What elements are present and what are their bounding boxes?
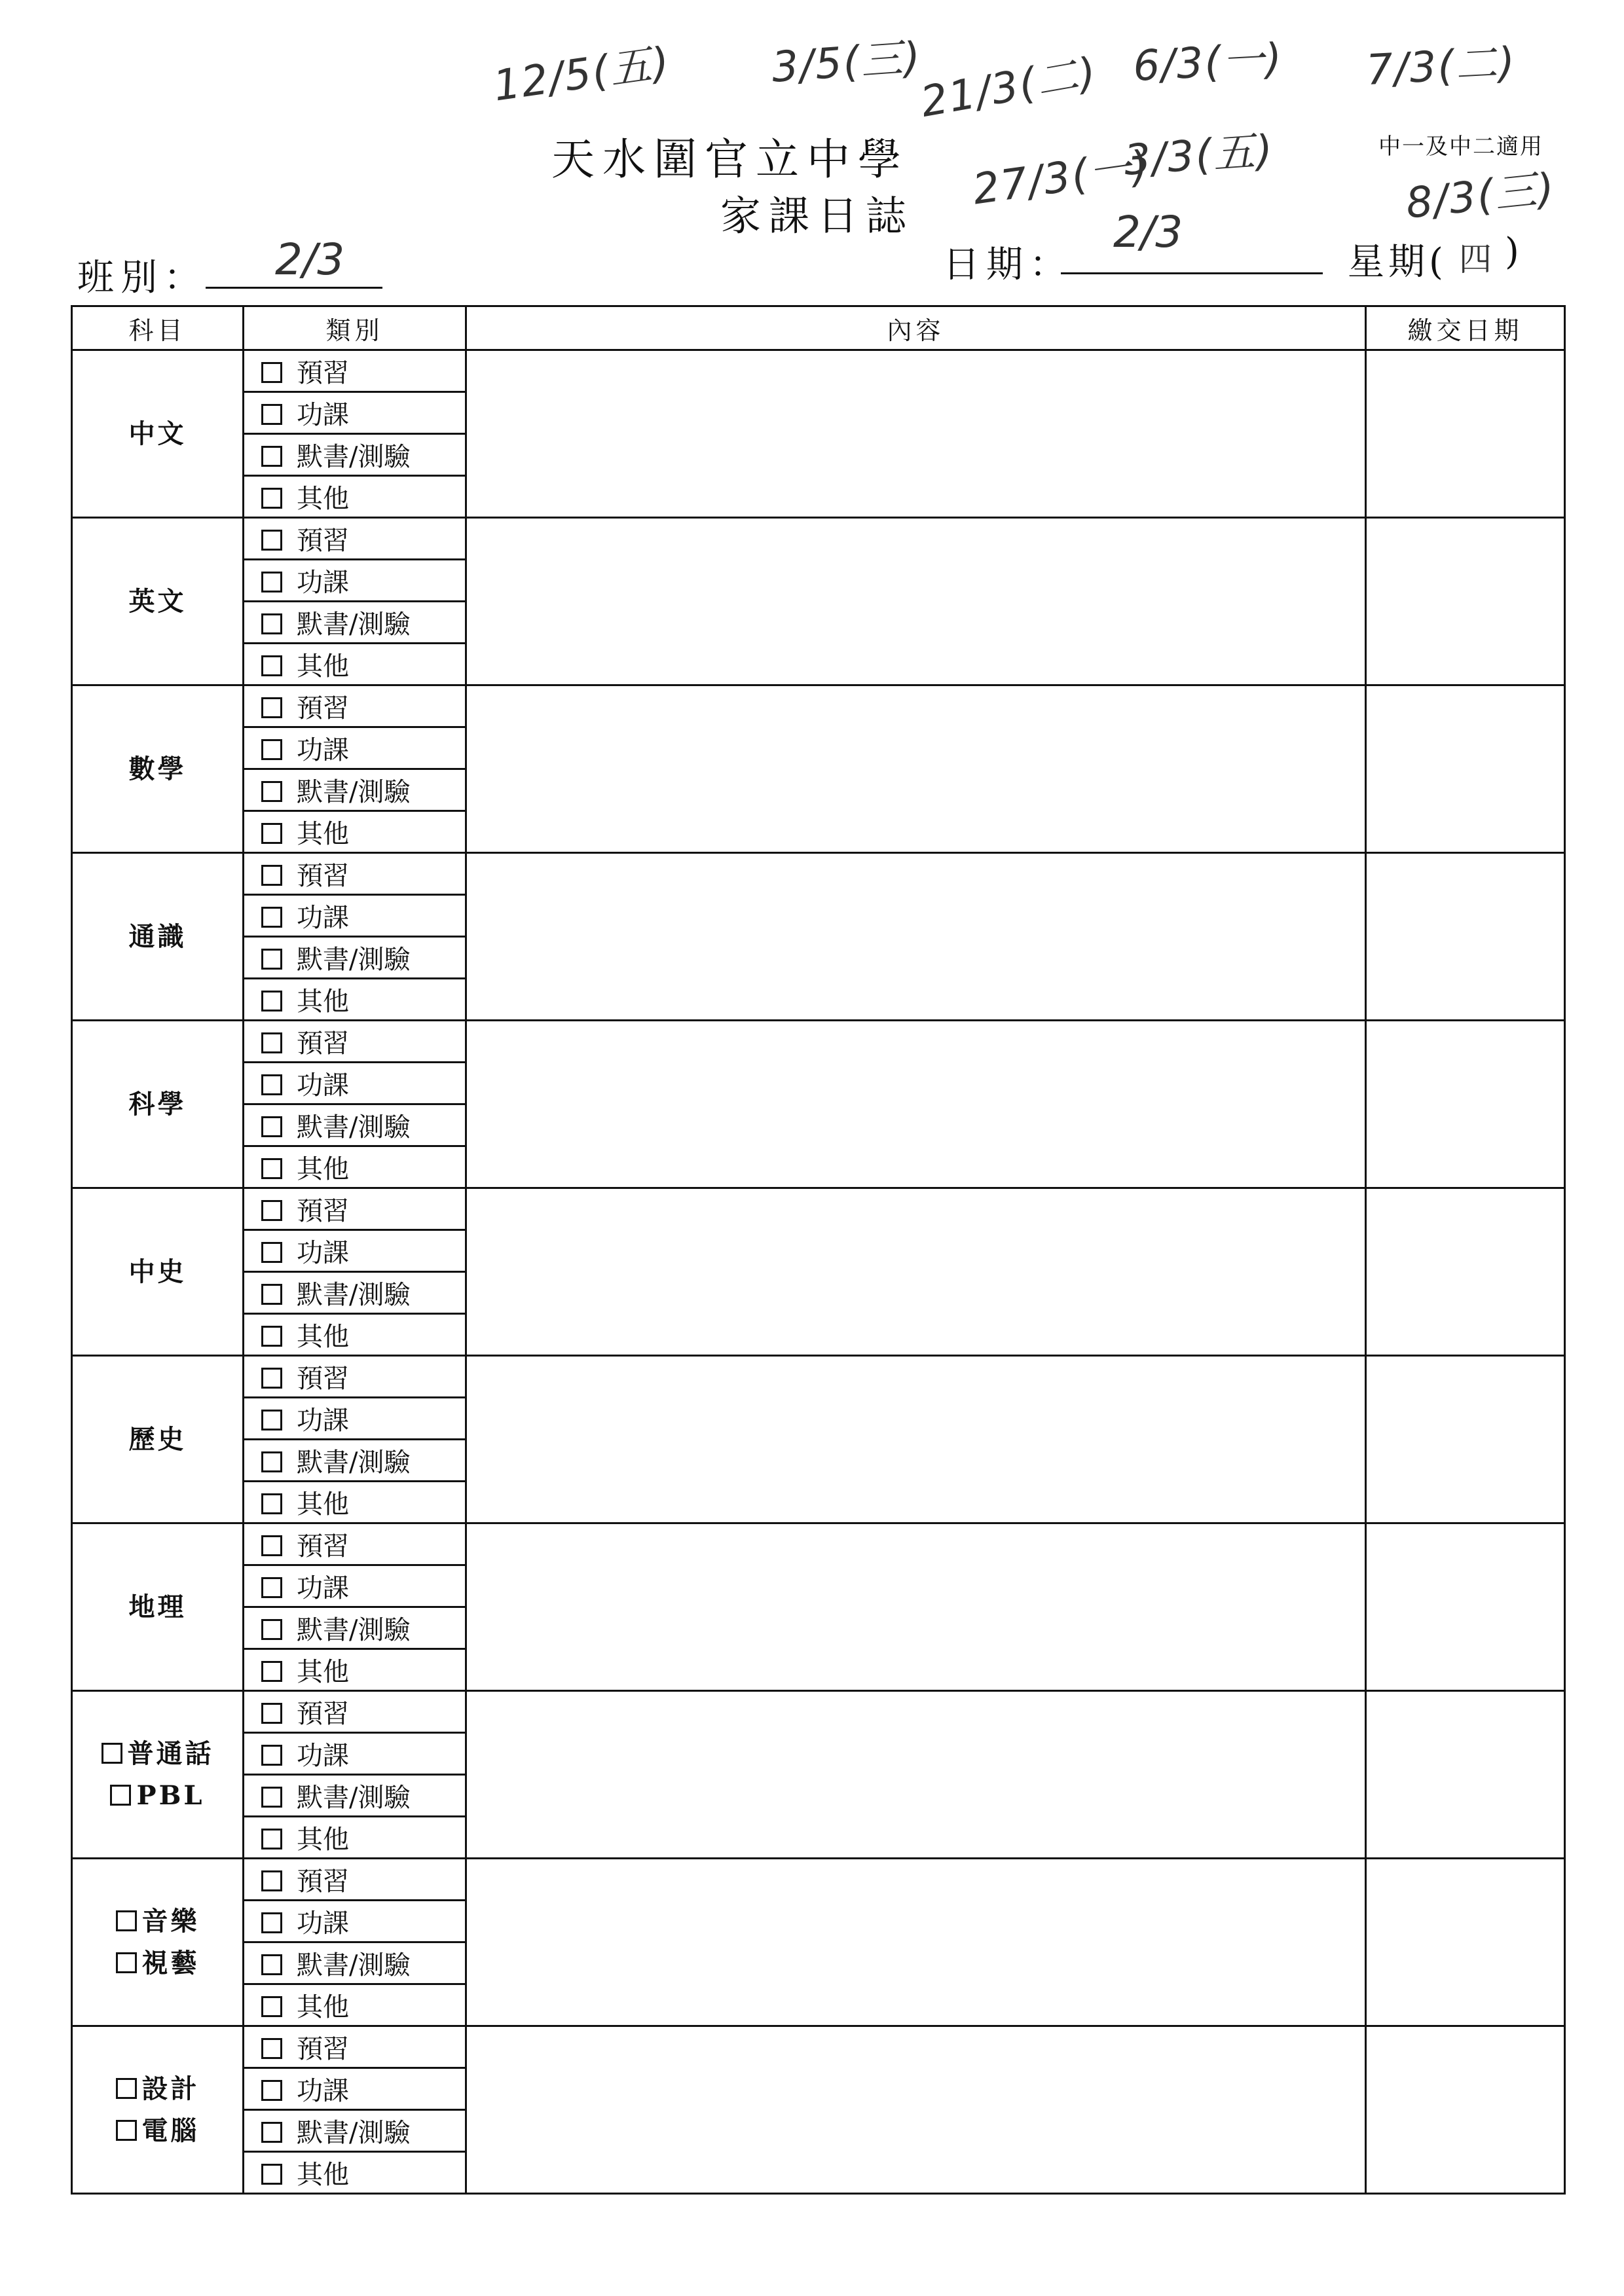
subject-name: 英文 [128,585,187,617]
content-cell[interactable] [466,1859,1366,2026]
category-cell [244,1565,466,1607]
subject-line [73,1775,242,1817]
subject-cell [72,1356,244,1523]
subject-line [73,1901,242,1942]
category-checkbox[interactable] [261,1326,282,1347]
category-checkbox[interactable] [261,823,282,844]
col-header-due-date: 繳交日期 [1366,306,1565,350]
category-label: 默書/測驗 [297,777,411,807]
category-label: 其他 [297,1489,349,1520]
category-label: 默書/測驗 [297,1112,411,1142]
category-checkbox[interactable] [261,907,282,928]
weekday-value[interactable]: 四 [1459,240,1492,278]
category-cell [244,769,466,811]
category-cell [244,1607,466,1649]
weekday-close: ) [1505,230,1526,273]
due-date-cell[interactable] [1366,2026,1565,2194]
due-date-cell[interactable] [1366,1021,1565,1188]
category-label: 默書/測驗 [297,610,411,640]
category-cell [244,895,466,937]
category-checkbox[interactable] [261,530,282,551]
category-label: 功課 [297,400,349,430]
category-label: 預習 [297,693,349,723]
category-checkbox[interactable] [261,2080,282,2101]
category-cell [244,2110,466,2152]
category-cell [244,350,466,392]
content-cell[interactable] [466,1021,1366,1188]
content-cell[interactable] [466,853,1366,1021]
category-checkbox[interactable] [261,1661,282,1682]
subject-name: 歷史 [128,1423,187,1455]
subject-line [73,1251,242,1293]
handwritten-date: 21/3(二) [917,48,1101,127]
category-cell [244,1984,466,2026]
col-header-category: 類別 [244,306,466,350]
category-cell [244,1272,466,1314]
subject-line [73,413,242,455]
category-cell [244,560,466,602]
subject-cell [72,1691,244,1859]
homework-table [71,305,1566,2195]
category-label: 默書/測驗 [297,2118,411,2148]
content-cell[interactable] [466,518,1366,685]
content-cell[interactable] [466,685,1366,853]
category-label: 默書/測驗 [297,1783,411,1813]
category-checkbox[interactable] [261,1451,282,1472]
table-row [72,1691,1565,1733]
category-checkbox[interactable] [261,865,282,886]
category-checkbox[interactable] [261,404,282,425]
category-checkbox[interactable] [261,1996,282,2017]
subject-cell [72,350,244,518]
category-checkbox[interactable] [261,781,282,802]
handwritten-date: 8/3(三) [1403,164,1558,228]
subject-cell [72,1859,244,2026]
category-label: 默書/測驗 [297,1950,411,1980]
subject-name: 數學 [128,753,187,784]
category-checkbox[interactable] [261,1242,282,1263]
table-row [72,685,1565,727]
category-checkbox[interactable] [261,1284,282,1305]
due-date-cell[interactable] [1366,685,1565,853]
category-cell [244,1356,466,1398]
category-label: 預習 [297,2034,349,2064]
category-checkbox[interactable] [261,1116,282,1137]
category-label: 其他 [297,1154,349,1184]
category-checkbox[interactable] [261,1619,282,1640]
category-label: 其他 [297,1825,349,1855]
category-cell [244,1398,466,1440]
category-label: 預習 [297,1867,349,1897]
category-label: 其他 [297,819,349,849]
category-cell [244,434,466,476]
subject-name: 科學 [128,1088,187,1120]
category-cell [244,1775,466,1817]
category-cell [244,2152,466,2194]
subject-cell [72,2026,244,2194]
school-name: 天水圍官立中學 [551,134,909,185]
category-cell [244,2068,466,2110]
category-checkbox[interactable] [261,2164,282,2185]
table-row [72,518,1565,560]
due-date-cell[interactable] [1366,1356,1565,1523]
category-checkbox[interactable] [261,1787,282,1808]
category-cell [244,1104,466,1146]
subject-cell [72,518,244,685]
category-label: 其他 [297,651,349,682]
table-row [72,350,1565,392]
class-underline [206,287,382,289]
category-checkbox[interactable] [261,1368,282,1389]
category-checkbox[interactable] [261,991,282,1011]
category-checkbox[interactable] [261,1577,282,1598]
category-label: 預習 [297,1364,349,1394]
subject-cell [72,685,244,853]
subject-checkbox[interactable] [110,1785,131,1806]
subject-checkbox[interactable] [116,2120,137,2141]
table-row [72,1859,1565,1901]
category-cell [244,979,466,1021]
subject-line [73,2068,242,2110]
subject-line [73,916,242,958]
category-checkbox[interactable] [261,1493,282,1514]
category-checkbox[interactable] [261,949,282,970]
handwritten-date: 27/3(一) [970,141,1153,215]
category-label: 其他 [297,484,349,514]
category-cell [244,1063,466,1104]
subject-name: 音樂 [141,1905,200,1937]
category-label: 功課 [297,1741,349,1771]
table-row [72,1356,1565,1398]
category-cell [244,1440,466,1482]
table-row [72,1188,1565,1230]
category-label: 功課 [297,1908,349,1939]
subject-cell [72,1188,244,1356]
category-cell [244,811,466,853]
category-checkbox[interactable] [261,1912,282,1933]
handwritten-date: 12/5(五) [490,38,674,111]
category-label: 預習 [297,1699,349,1729]
category-label: 默書/測驗 [297,442,411,472]
due-date-cell[interactable] [1366,1859,1565,2026]
category-checkbox[interactable] [261,488,282,509]
category-checkbox[interactable] [261,1745,282,1766]
category-cell [244,476,466,518]
category-cell [244,1942,466,1984]
category-cell [244,518,466,560]
category-cell [244,1146,466,1188]
category-label: 功課 [297,903,349,933]
category-cell [244,1523,466,1565]
category-label: 功課 [297,568,349,598]
content-cell[interactable] [466,350,1366,518]
subject-name: 電腦 [141,2115,200,2146]
category-checkbox[interactable] [261,613,282,634]
applicable-note: 中一及中二適用 [1378,134,1543,160]
date-value[interactable]: 2/3 [1113,207,1183,257]
due-date-cell[interactable] [1366,518,1565,685]
subject-line [73,1733,242,1775]
category-label: 功課 [297,1573,349,1603]
due-date-cell[interactable] [1366,350,1565,518]
category-cell [244,1901,466,1942]
due-date-cell[interactable] [1366,1188,1565,1356]
subject-line [73,1084,242,1125]
category-cell [244,937,466,979]
col-header-subject: 科目 [72,306,244,350]
due-date-cell[interactable] [1366,1523,1565,1691]
category-checkbox[interactable] [261,1410,282,1430]
category-cell [244,1649,466,1691]
category-checkbox[interactable] [261,1703,282,1724]
category-label: 預習 [297,1531,349,1561]
category-checkbox[interactable] [261,1074,282,1095]
subject-line [73,748,242,790]
handwritten-date: 6/3(一) [1132,35,1285,91]
table-body [72,350,1565,2194]
subject-line [73,581,242,623]
category-cell [244,1188,466,1230]
subject-line [73,1586,242,1628]
subject-checkbox[interactable] [116,1952,137,1973]
subject-name: 視藝 [141,1947,200,1978]
subject-line [73,2110,242,2152]
subject-name: 普通話 [127,1738,214,1769]
category-checkbox[interactable] [261,572,282,592]
handwritten-date: 3/5(三) [770,33,923,92]
category-checkbox[interactable] [261,1158,282,1179]
category-cell [244,644,466,685]
content-cell[interactable] [466,1523,1366,1691]
category-cell [244,1817,466,1859]
weekday-label: 星期( [1348,241,1447,283]
category-cell [244,727,466,769]
category-cell [244,1859,466,1901]
category-cell [244,685,466,727]
category-cell [244,392,466,434]
category-label: 功課 [297,735,349,765]
category-checkbox[interactable] [261,2038,282,2059]
subject-name: PBL [136,1779,205,1811]
subject-checkbox[interactable] [116,2078,137,2099]
category-label: 預習 [297,861,349,891]
category-checkbox[interactable] [261,1032,282,1053]
category-checkbox[interactable] [261,697,282,718]
content-cell[interactable] [466,1188,1366,1356]
category-label: 預習 [297,1196,349,1226]
subject-name: 通識 [128,920,187,952]
table-row [72,1021,1565,1063]
class-label: 班別： [77,257,207,299]
category-label: 預習 [297,1029,349,1059]
category-cell [244,1314,466,1356]
subject-cell [72,853,244,1021]
category-label: 其他 [297,2160,349,2190]
category-label: 功課 [297,1070,349,1101]
category-cell [244,853,466,895]
content-cell[interactable] [466,1356,1366,1523]
category-cell [244,1482,466,1523]
handwritten-date: 7/3(二) [1365,39,1518,95]
subject-name: 地理 [128,1591,187,1622]
category-cell [244,1733,466,1775]
category-checkbox[interactable] [261,1200,282,1221]
category-cell [244,602,466,644]
subject-line [73,1942,242,1984]
category-checkbox[interactable] [261,1954,282,1975]
subject-cell [72,1021,244,1188]
subject-name: 中史 [128,1256,187,1287]
category-checkbox[interactable] [261,362,282,383]
category-cell [244,2026,466,2068]
category-checkbox[interactable] [261,1829,282,1850]
subject-checkbox[interactable] [116,1910,137,1931]
content-cell[interactable] [466,2026,1366,2194]
category-label: 功課 [297,1406,349,1436]
category-label: 默書/測驗 [297,1615,411,1645]
date-underline [1061,272,1323,274]
category-label: 其他 [297,1657,349,1687]
due-date-cell[interactable] [1366,853,1565,1021]
col-header-content: 內容 [466,306,1366,350]
class-value[interactable]: 2/3 [275,234,345,285]
category-label: 功課 [297,2076,349,2106]
category-checkbox[interactable] [261,655,282,676]
category-checkbox[interactable] [261,446,282,467]
category-cell [244,1021,466,1063]
due-date-cell[interactable] [1366,1691,1565,1859]
category-checkbox[interactable] [261,1535,282,1556]
subject-name: 中文 [128,418,187,449]
category-checkbox[interactable] [261,2122,282,2143]
category-label: 功課 [297,1238,349,1268]
handwritten-date: 3/3(五) [1122,126,1276,185]
category-label: 默書/測驗 [297,1448,411,1478]
category-label: 默書/測驗 [297,1280,411,1310]
category-label: 默書/測驗 [297,945,411,975]
category-checkbox[interactable] [261,739,282,760]
table-row [72,2026,1565,2068]
subject-name: 設計 [141,2073,200,2104]
content-cell[interactable] [466,1691,1366,1859]
subject-cell [72,1523,244,1691]
category-label: 預習 [297,358,349,388]
category-label: 其他 [297,987,349,1017]
table-row [72,1523,1565,1565]
subject-checkbox[interactable] [101,1743,122,1764]
category-cell [244,1691,466,1733]
category-checkbox[interactable] [261,1870,282,1891]
category-cell [244,1230,466,1272]
date-label: 日期： [943,244,1073,286]
table-row [72,853,1565,895]
category-label: 其他 [297,1322,349,1352]
category-label: 預習 [297,526,349,556]
form-title: 家課日誌 [720,192,915,240]
category-label: 其他 [297,1992,349,2022]
subject-line [73,1419,242,1461]
table-header-row [72,306,1565,350]
